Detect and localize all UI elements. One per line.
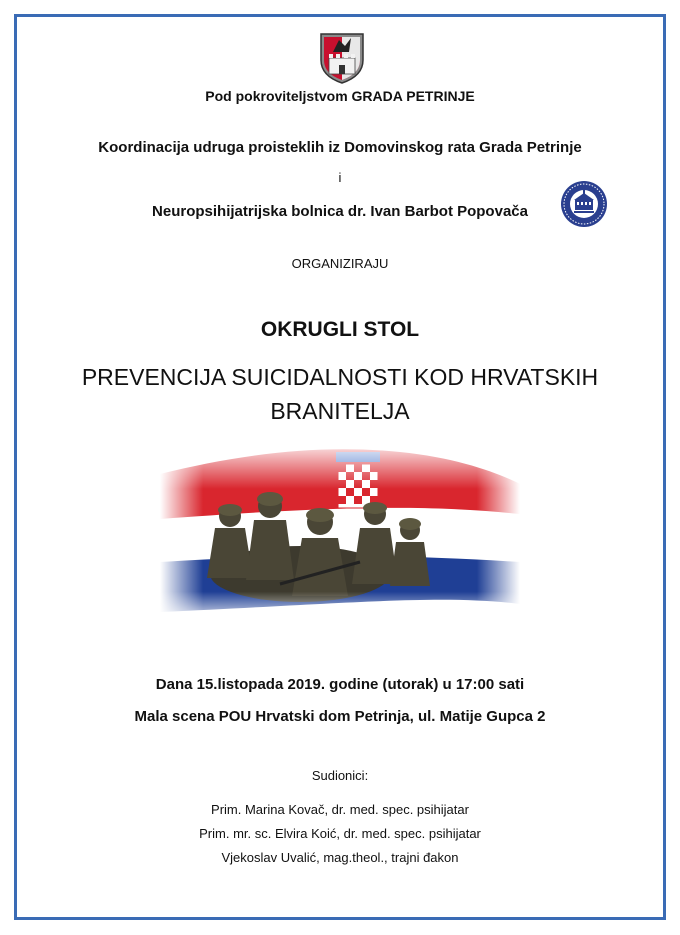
organizer-1: Koordinacija udruga proisteklih iz Domovinskog rata Grada Petrinje [98,139,582,156]
soldiers-croatian-flag-image [160,444,520,624]
participant-item: Prim. mr. sc. Elvira Koić, dr. med. spec. psihijatar [199,826,481,841]
event-title [0,360,680,428]
participants-label: Sudionici: [311,768,369,783]
sponsor-line: Pod pokroviteljstvom GRADA PETRINJE [205,88,475,104]
participant-item: Prim. Marina Kovač, dr. med. spec. psihijatar [211,802,469,817]
hospital-seal-icon [560,180,608,228]
event-title-line-2: BRANITELJA [270,398,410,424]
organize-verb: ORGANIZIRAJU [291,256,389,271]
organizer-2: Neuropsihijatrijska bolnica dr. Ivan Barbot Popovača [152,203,528,220]
event-type: OKRUGLI STOL [260,318,420,341]
participant-item: Vjekoslav Uvalić, mag.theol., trajni đakon [221,850,459,865]
event-location: Mala scena POU Hrvatski dom Petrinja, ul. Matije Gupca 2 [134,708,546,725]
event-title-line-1: PREVENCIJA SUICIDALNOSTI KOD HRVATSKIH [81,364,599,390]
event-date-time: Dana 15.listopada 2019. godine (utorak) u 17:00 sati [155,676,525,693]
conjunction: i [338,170,342,185]
petrinja-coat-of-arms-icon [319,32,365,84]
